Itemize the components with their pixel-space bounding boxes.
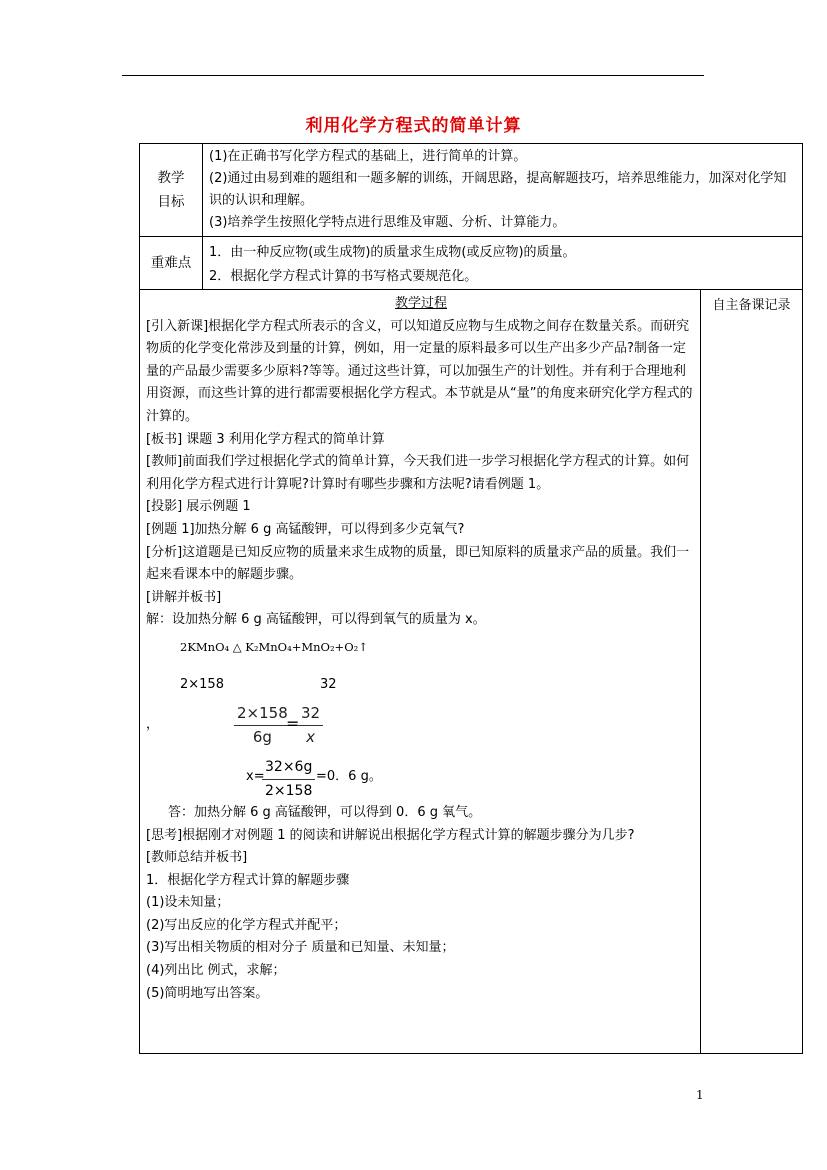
step-item: (1)设未知量； <box>146 895 230 911</box>
proportion-line <box>146 700 696 756</box>
record-header: 自主备课记录 <box>712 298 791 313</box>
x-numerator: 32×6g <box>262 756 315 780</box>
chemical-equation: 2KMnO₄ △ K₂MnO₄+MnO₂+O₂↑ <box>180 639 368 654</box>
think-paragraph: [思考]根据刚才对例题 1 的阅读和讲解说出根据化学方程式计算的解题步骤分为几步? <box>146 827 635 843</box>
goals-label-line1: 教学 <box>157 170 185 186</box>
proportion-equals: = <box>286 713 300 733</box>
x-result: =0．6 g。 <box>316 768 382 784</box>
process-cell <box>140 290 701 1054</box>
goals-content <box>203 144 803 237</box>
step-item: (4)列出比 例式，求解； <box>146 963 286 979</box>
goal-item: (2)通过由易到难的题组和一题多解的训练，开阔思路，提高解题技巧，培养思维能力，加深对化学知识的认识和理解。 <box>209 171 787 208</box>
proportion-den-right: x <box>306 727 315 746</box>
step-item: (2)写出反应的化学方程式并配平； <box>146 917 347 933</box>
example-line: [例题 1]加热分解 6 g 高锰酸钾，可以得到多少克氧气? <box>146 521 465 537</box>
x-denominator: 2×158 <box>265 782 313 799</box>
proportion-comma: ， <box>146 716 160 732</box>
goals-label-line2: 目标 <box>157 194 185 210</box>
proportion-num-right: 32 <box>298 702 323 726</box>
page-title: 利用化学方程式的简单计算 <box>305 116 522 136</box>
proportion-den-left: 6g <box>252 727 272 746</box>
summary-line: [教师总结并板书] <box>146 850 248 866</box>
goals-row <box>140 144 803 237</box>
solution-line: 解：设加热分解 6 g 高锰酸钾，可以得到氧气的质量为 x。 <box>146 612 486 628</box>
ratio-left: 2×158 <box>180 676 224 692</box>
page-number: 1 <box>696 1088 704 1102</box>
lesson-table <box>139 143 803 1054</box>
x-result-line <box>146 756 696 802</box>
ratio-right: 32 <box>320 676 337 692</box>
key-points-content <box>203 237 803 290</box>
key-point-item: 1．由一种反应物(或生成物)的质量求生成物(或反应物)的质量。 <box>209 245 576 260</box>
key-points-label: 重难点 <box>140 237 203 290</box>
x-prefix: x= <box>246 768 265 784</box>
ratio-line <box>146 670 696 700</box>
goal-item: (3)培养学生按照化学特点进行思维及审题、分析、计算能力。 <box>209 215 566 230</box>
proportion-fraction-left <box>234 702 291 748</box>
goals-label <box>140 144 203 237</box>
x-fraction <box>262 756 315 802</box>
step-item: (3)写出相关物质的相对分子 质量和已知量、未知量； <box>146 940 455 956</box>
proportion-num-left: 2×158 <box>234 702 291 726</box>
goal-item: (1)在正确书写化学方程式的基础上，进行简单的计算。 <box>209 149 527 164</box>
key-point-item: 2．根据化学方程式计算的书写格式要规范化。 <box>209 269 478 284</box>
header-rule <box>122 75 704 76</box>
record-cell <box>700 290 802 1054</box>
step-item: (5)简明地写出答案。 <box>146 985 269 1001</box>
proportion-fraction-right <box>298 702 323 748</box>
explain-line: [讲解并板书] <box>146 589 222 605</box>
board-title: [板书] 课题 3 利用化学方程式的简单计算 <box>146 431 385 447</box>
key-points-row <box>140 237 803 290</box>
process-header: 教学过程 <box>394 296 447 311</box>
analysis-paragraph: [分析]这道题是已知反应物的质量来求生成物的质量，即已知原料的质量求产品的质量。我们一起来看课本中的解题步骤。 <box>146 544 690 583</box>
answer-line: 答：加热分解 6 g 高锰酸钾，可以得到 0．6 g 氧气。 <box>168 804 482 820</box>
projection-line: [投影] 展示例题 1 <box>146 499 251 515</box>
teacher-paragraph: [教师]前面我们学过根据化学式的简单计算，今天我们进一步学习根据化学方程式的计算。如何利用化学方程式进行计算呢?计算时有哪些步骤和方法呢?请看例题 1。 <box>146 454 690 492</box>
steps-title: 1．根据化学方程式计算的解题步骤 <box>146 872 350 888</box>
process-row <box>140 290 803 1054</box>
intro-paragraph: [引入新课]根据化学方程式所表示的含义，可以知道反应物与生成物之间存在数量关系。而研究物质的化学变化常涉及到量的计算，例如，用一定量的原料最多可以生产出多少产品?制备一定量的产品最少需要多少原料?等等。通过这些计算，可以加强生产的计划性。并有利于合理地利用资源，而这些计算的进行都需要根据化学方程式。本节就是从“量”的角度来研究化学方程式的汁算的。 <box>146 318 693 424</box>
